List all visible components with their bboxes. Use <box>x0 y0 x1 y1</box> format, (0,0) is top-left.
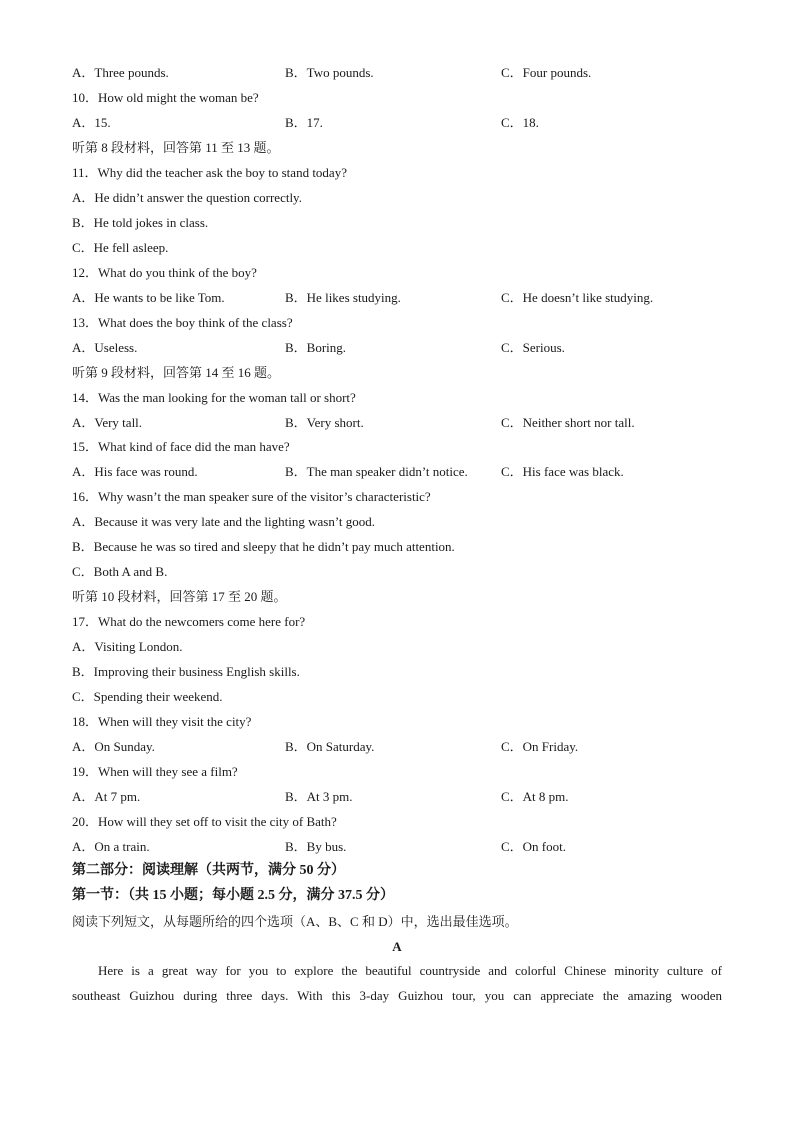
question-14: 14．Was the man looking for the woman tall or short? <box>72 390 356 405</box>
option-b: B．Two pounds. <box>285 65 374 80</box>
passage-line-1: Here is a great way for you to explore the beautiful countryside and colorful Chinese minority culture of <box>98 963 722 978</box>
reading-instruction: 阅读下列短文，从每题所给的四个选项（A、B、C 和 D）中，选出最佳选项。 <box>72 914 518 929</box>
q11-option-a: A．He didn’t answer the question correctly. <box>72 190 302 205</box>
option-c: C．At 8 pm. <box>501 789 569 804</box>
option-c: C．His face was black. <box>501 464 624 479</box>
option-b: B．At 3 pm. <box>285 789 353 804</box>
option-c: C．Four pounds. <box>501 65 592 80</box>
option-a: A．Very tall. <box>72 415 143 430</box>
q18-options <box>72 739 732 755</box>
section-9-heading: 听第 9 段材料，回答第 14 至 16 题。 <box>72 365 281 380</box>
option-a: A．On Sunday. <box>72 739 155 754</box>
q20-options <box>72 839 732 855</box>
q17-option-b: B．Improving their business English skills. <box>72 664 300 679</box>
option-c: C．Neither short nor tall. <box>501 415 635 430</box>
option-b: B．By bus. <box>285 839 347 854</box>
option-a: A．Useless. <box>72 340 138 355</box>
passage-line-2: southeast Guizhou during three days. With this 3-day Guizhou tour, you can appreciate the amazing wooden <box>72 988 722 1003</box>
option-b: B．Very short. <box>285 415 364 430</box>
option-b: B．Boring. <box>285 340 347 355</box>
q10-options <box>72 115 732 131</box>
q16-option-c: C．Both A and B. <box>72 564 168 579</box>
option-a: A．At 7 pm. <box>72 789 141 804</box>
q16-option-b: B．Because he was so tired and sleepy that he didn’t pay much attention. <box>72 539 455 554</box>
question-19: 19．When will they see a film? <box>72 764 238 779</box>
option-a: A．His face was round. <box>72 464 198 479</box>
option-b: B．17. <box>285 115 323 130</box>
option-b: B．The man speaker didn’t notice. <box>285 464 468 479</box>
question-12: 12．What do you think of the boy? <box>72 265 257 280</box>
question-11: 11．Why did the teacher ask the boy to stand today? <box>72 165 347 180</box>
question-20: 20．How will they set off to visit the city of Bath? <box>72 814 337 829</box>
question-16: 16．Why wasn’t the man speaker sure of the visitor’s characteristic? <box>72 489 431 504</box>
q11-option-b: B．He told jokes in class. <box>72 215 209 230</box>
question-15: 15．What kind of face did the man have? <box>72 439 290 454</box>
q12-options <box>72 290 732 306</box>
section-10-heading: 听第 10 段材料，回答第 17 至 20 题。 <box>72 589 287 604</box>
q15-options <box>72 464 732 480</box>
q19-options <box>72 789 732 805</box>
q13-options <box>72 340 732 356</box>
option-c: C．18. <box>501 115 539 130</box>
q9-options <box>72 65 732 81</box>
option-a: A．He wants to be like Tom. <box>72 290 225 305</box>
option-c: C．Serious. <box>501 340 565 355</box>
option-c: C．On Friday. <box>501 739 579 754</box>
q16-option-a: A．Because it was very late and the lighting wasn’t good. <box>72 514 376 529</box>
question-17: 17．What do the newcomers come here for? <box>72 614 306 629</box>
part-2-title: 第二部分：阅读理解（共两节，满分 50 分） <box>72 863 345 878</box>
passage-label: A <box>392 939 402 954</box>
option-c: C．On foot. <box>501 839 567 854</box>
q14-options <box>72 415 732 431</box>
option-b: B．He likes studying. <box>285 290 401 305</box>
question-13: 13．What does the boy think of the class? <box>72 315 293 330</box>
question-18: 18．When will they visit the city? <box>72 714 252 729</box>
q17-option-c: C．Spending their weekend. <box>72 689 223 704</box>
option-a: A．15. <box>72 115 111 130</box>
option-b: B．On Saturday. <box>285 739 375 754</box>
section-1-title: 第一节：（共 15 小题；每小题 2.5 分，满分 37.5 分） <box>72 888 394 903</box>
question-10: 10．How old might the woman be? <box>72 90 259 105</box>
option-a: A．Three pounds. <box>72 65 169 80</box>
q11-option-c: C．He fell asleep. <box>72 240 169 255</box>
section-8-heading: 听第 8 段材料，回答第 11 至 13 题。 <box>72 140 280 155</box>
option-a: A．On a train. <box>72 839 150 854</box>
q17-option-a: A．Visiting London. <box>72 639 183 654</box>
option-c: C．He doesn’t like studying. <box>501 290 654 305</box>
